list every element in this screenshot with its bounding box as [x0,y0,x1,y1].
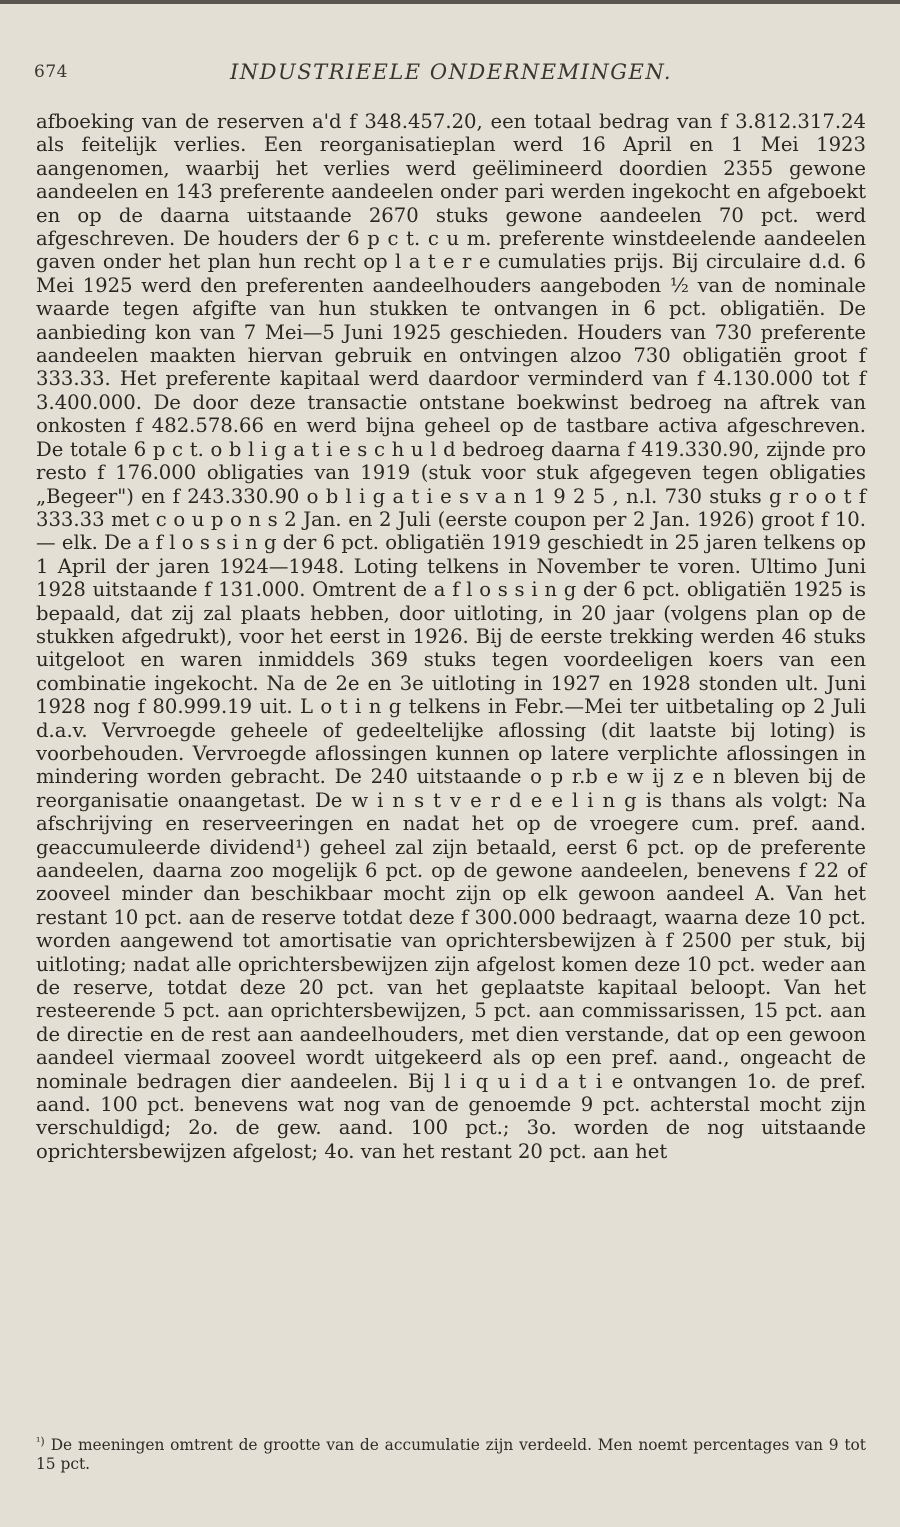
footnote-text: De meeningen omtrent de grootte van de accumulatie zijn verdeeld. Men noemt percentages van 9 tot 15 pct. [36,1436,866,1473]
running-title: INDUSTRIEELE ONDERNEMINGEN. [230,60,673,84]
page-header [34,56,866,92]
body-text [36,110,866,1163]
footnote-marker: ¹) [36,1435,45,1448]
scan-edge [0,0,900,4]
footnote [36,1432,866,1474]
paragraph: afboeking van de reserven a'd f 348.457.20, een totaal bedrag van f 3.812.317.24 als feitelijk verlies. Een reorganisatieplan werd 16 April en 1 Mei 1923 aangenomen, waarbij het verlies werd geëlimineerd doordien 2355 gewone aandeelen en 143 preferente aandeelen onder pari werden ingekocht en afgeboekt en op de daarna uitstaande 2670 stuks gewone aandeelen 70 pct. werd afgeschreven. De houders der 6 p c t. c u m. preferente winstdeelende aandeelen gaven onder het plan hun recht op l a t e r e cumulaties prijs. Bij circulaire d.d. 6 Mei 1925 werd den preferenten aandeelhouders aangeboden ½ van de nominale waarde tegen afgifte van hun stukken te ontvangen in 6 pct. obligatiën. De aanbieding kon van 7 Mei—5 Juni 1925 geschieden. Houders van 730 preferente aandeelen maakten hiervan gebruik en ontvingen alzoo 730 obligatiën groot f 333.33. Het preferente kapitaal werd daardoor verminderd van f 4.130.000 tot f 3.400.000. De door deze transactie ontstane boekwinst bedroeg na aftrek van onkosten f 482.578.66 en werd bijna geheel op de tastbare activa afgeschreven. De totale 6 p c t. o b l i g a t i e s c h u l d bedroeg daarna f 419.330.90, zijnde pro resto f 176.000 obligaties van 1919 (stuk voor stuk afgegeven tegen obligaties „Begeer") en f 243.330.90 o b l i g a t i e s v a n 1 9 2 5 , n.l. 730 stuks g r o o t f 333.33 met c o u p o n s 2 Jan. en 2 Juli (eerste coupon per 2 Jan. 1926) groot f 10.— elk. De a f l o s s i n g der 6 pct. obligatiën 1919 geschiedt in 25 jaren telkens op 1 April der jaren 1924—1948. Loting telkens in November te voren. Ultimo Juni 1928 uitstaande f 131.000. Omtrent de a f l o s s i n g der 6 pct. obligatiën 1925 is bepaald, dat zij zal plaats hebben, door uitloting, in 20 jaar (volgens plan op de stukken afgedrukt), voor het eerst in 1926. Bij de eerste trekking werden 46 stuks uitgeloot en waren inmiddels 369 stuks tegen voordeeligen koers van een combinatie ingekocht. Na de 2e en 3e uitloting in 1927 en 1928 stonden ult. Juni 1928 nog f 80.999.19 uit. L o t i n g telkens in Febr.—Mei ter uitbetaling op 2 Juli d.a.v. Vervroegde geheele of gedeeltelijke aflossing (dit laatste bij loting) is voorbehouden. Vervroegde aflossingen kunnen op latere verplichte aflossingen in mindering worden gebracht. De 240 uitstaande o p r.b e w ij z e n bleven bij de reorganisatie onaangetast. De w i n s t v e r d e e l i n g is thans als volgt: Na afschrijving en reserveeringen en nadat het op de vroegere cum. pref. aand. geaccumuleerde dividend¹) geheel zal zijn betaald, eerst 6 pct. op de preferente aandeelen, daarna zoo mogelijk 6 pct. op de gewone aandeelen, benevens f 22 of zooveel minder dan beschikbaar mocht zijn op elk gewoon aandeel A. Van het restant 10 pct. aan de reserve totdat deze f 300.000 bedraagt, waarna deze 10 pct. worden aangewend tot amortisatie van oprichtersbewijzen à f 2500 per stuk, bij uitloting; nadat alle oprichtersbewijzen zijn afgelost komen deze 10 pct. weder aan de reserve, totdat deze 20 pct. van het geplaatste kapitaal beloopt. Van het resteerende 5 pct. aan oprichtersbewijzen, 5 pct. aan commissarissen, 15 pct. aan de directie en de rest aan aandeelhouders, met dien verstande, dat op een gewoon aandeel viermaal zooveel wordt uitgekeerd als op een pref. aand., ongeacht de nominale bedragen dier aandeelen. Bij l i q u i d a t i e ontvangen 1o. de pref. aand. 100 pct. benevens wat nog van de genoemde 9 pct. achterstal mocht zijn verschuldigd; 2o. de gew. aand. 100 pct.; 3o. worden de nog uitstaande oprichtersbewijzen afgelost; 4o. van het restant 20 pct. aan het [36,110,866,1163]
footnote-paragraph [36,1432,866,1474]
page-number: 674 [34,62,68,82]
